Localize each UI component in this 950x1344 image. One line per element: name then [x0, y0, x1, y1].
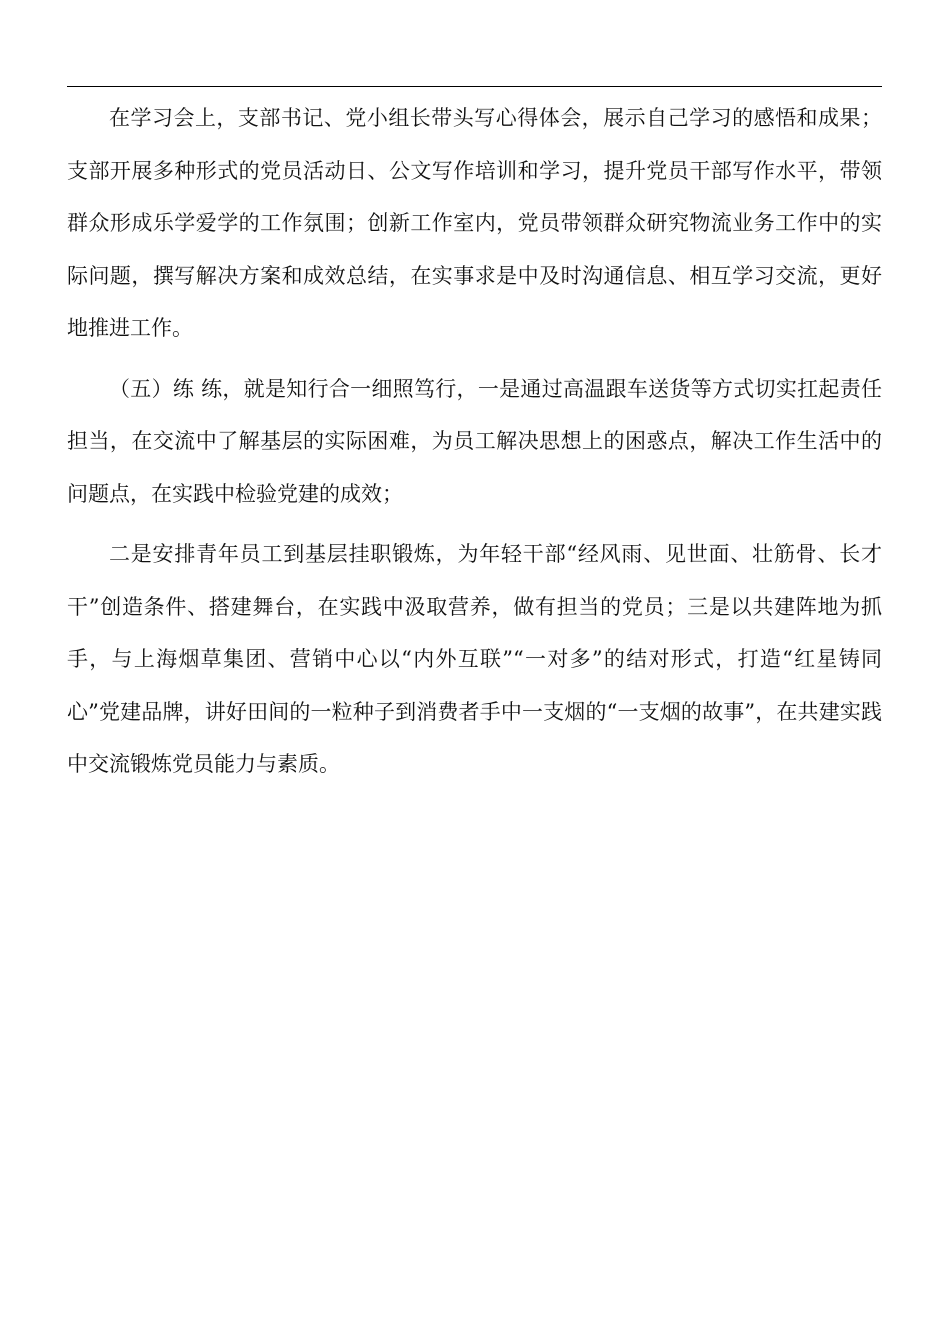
paragraph-youth-training: 二是安排青年员工到基层挂职锻炼，为年轻干部“经风雨、见世面、壮筋骨、长才干”创造条件、搭建舞台，在实践中汲取营养，做有担当的党员；三是以共建阵地为抓手，与上海烟草集团、营销中心以“内外互联”“一对多”的结对形式，打造“红星铸同心”党建品牌，讲好田间的一粒种子到消费者手中一支烟的“一支烟的故事”，在共建实践中交流锻炼党员能力与素质。	[67, 542, 882, 776]
document-body	[67, 92, 882, 791]
paragraph-study-meeting: 在学习会上，支部书记、党小组长带头写心得体会，展示自己学习的感悟和成果；支部开展多种形式的党员活动日、公文写作培训和学习，提升党员干部写作水平，带领群众形成乐学爱学的工作氛围；创新工作室内，党员带领群众研究物流业务工作中的实际问题，撰写解决方案和成效总结，在实事求是中及时沟通信息、相互学习交流，更好地推进工作。	[67, 106, 882, 340]
paragraph-practice: （五）练 练，就是知行合一细照笃行，一是通过高温跟车送货等方式切实扛起责任担当，在交流中了解基层的实际困难，为员工解决思想上的困惑点，解决工作生活中的问题点，在实践中检验党建的成效；	[67, 376, 882, 506]
header-rule	[67, 86, 882, 87]
